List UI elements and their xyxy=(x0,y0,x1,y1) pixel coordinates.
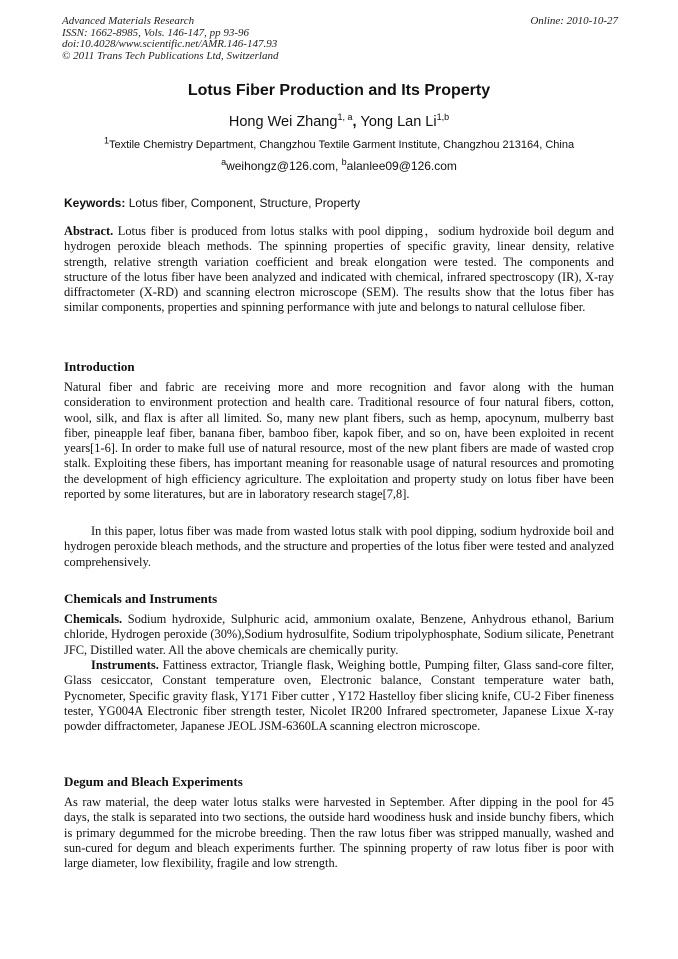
degum-paragraph-1: As raw material, the deep water lotus stalks were harvested in September. After dipping in the pool for 45 days, the stalk is separated into two sections, the outside hard woodiness husk and inside bunchy fibers, which is primary degummed for the microbe breeding. Then the raw lotus fiber was stripped manually, washed and sun-cured for degum and bleach experiments further. The spinning property of raw lotus fiber is poor with large diameter, low flexibility, fragile and low strength. xyxy=(64,795,614,871)
chemicals-label: Chemicals. xyxy=(64,612,123,626)
copyright-line: © 2011 Trans Tech Publications Ltd, Switzerland xyxy=(62,49,279,62)
section-heading-introduction: Introduction xyxy=(64,359,135,374)
email-sup: b xyxy=(341,157,347,167)
author-sup: 1,b xyxy=(436,112,450,123)
keywords-label: Keywords: xyxy=(64,196,126,210)
keywords xyxy=(64,196,614,210)
author-separator: , xyxy=(352,114,361,130)
abstract-text: Lotus fiber is produced from lotus stalks with pool dipping，sodium hydroxide boil degum and hydrogen peroxide bleach methods. The spinning properties of specific gravity, linear density, relative strength, relative strength variation coefficient and break elongation were tested. The components and structure of the lotus fiber have been analyzed and indicated with chemical, infrared spectroscopy (IR), X-ray diffractometer (X-RD) and scanning electron microscope (SEM). The results show that the lotus fiber has similar components, properties and spinning performance with jute and belongs to natural cellulose fiber. xyxy=(64,224,614,315)
introduction-paragraph-2: In this paper, lotus fiber was made from wasted lotus stalk with pool dipping, sodium hydroxide boil and hydrogen peroxide bleach methods, and the structure and properties of the lotus fiber were tested and analyzed comprehensively. xyxy=(64,524,614,569)
instruments-text: Fattiness extractor, Triangle flask, Weighing bottle, Pumping filter, Glass sand-core filter, Glass cesiccator, Constant temperature oven, Electronic balance, Constant temperature water bath, Pycnometer, Specific gravity flask, Y171 Fiber cutter , Y172 Hastelloy fiber slicing knife, CU-2 Fiber fineness tester, YG004A Electronic fiber strength tester, Nicolet IR200 Infrared spectrometer, Japanese Lixue X-ray powder diffractometer, Japanese JEOL JSM-6360LA scanning electron microscope. xyxy=(64,658,614,734)
keywords-text: Lotus fiber, Component, Structure, Property xyxy=(125,196,361,210)
author-name: Hong Wei Zhang xyxy=(228,114,338,130)
journal-name: Advanced Materials Research xyxy=(62,15,195,27)
email-link[interactable]: alanlee09@126.com xyxy=(346,159,457,173)
author-name: Yong Lan Li xyxy=(360,114,437,130)
online-date: Online: 2010-10-27 xyxy=(530,15,618,27)
abstract-label: Abstract. xyxy=(64,224,114,238)
instruments-label: Instruments. xyxy=(91,658,159,672)
introduction-paragraph-1: Natural fiber and fabric are receiving more and more recognition and favor along with the human consideration to environment protection and health care. Traditional resource of four natural fibers, cotton, wool, silk, and flax is after all limited. So, many new plant fibers, such as hemp, apocynum, mulberry bast fiber, pineapple leaf fiber, banana fiber, bamboo fiber, kapok fiber, and so on, have been exploited in recent years[1-6]. In order to make full use of natural resource, most of the new plant fibers are made of wasted crop stalk. Exploiting these fibers, has important meaning for reasonable usage of natural resources and promoting the development of high efficiency agriculture. The exploitation and property study on lotus fiber have been reported by some literatures, but are in laboratory research stage[7,8]. xyxy=(64,380,614,502)
affiliation xyxy=(0,135,678,151)
section-heading-chemicals: Chemicals and Instruments xyxy=(64,591,218,606)
email-link[interactable]: weihongz@126.com, xyxy=(226,159,342,173)
affiliation-text: Textile Chemistry Department, Changzhou Textile Garment Institute, Changzhou 213164, China xyxy=(108,139,575,151)
email-sup: a xyxy=(221,157,227,167)
journal-header xyxy=(62,16,618,62)
doi-line: doi:10.4028/www.scientific.net/AMR.146-147.93 xyxy=(62,38,278,50)
affiliation-sup: 1 xyxy=(103,135,109,146)
issn-line: ISSN: 1662-8985, Vols. 146-147, pp 93-96 xyxy=(62,26,249,39)
paper-title: Lotus Fiber Production and Its Property xyxy=(187,82,491,99)
abstract xyxy=(64,224,614,316)
chemicals-paragraph xyxy=(64,612,614,658)
chemicals-text: Sodium hydroxide, Sulphuric acid, ammonium oxalate, Benzene, Anhydrous ethanol, Barium chloride, Hydrogen peroxide (30%),Sodium hydrosulfite, Sodium tripolyphosphate, Sodium silicate, Penetrant JFC, Distilled water. All the above chemicals are chemically purity. xyxy=(64,612,614,657)
author-sup: 1, a xyxy=(337,112,353,123)
section-heading-degum: Degum and Bleach Experiments xyxy=(64,774,243,789)
author-list xyxy=(0,114,678,130)
instruments-paragraph xyxy=(64,658,614,734)
author-emails xyxy=(0,159,678,173)
